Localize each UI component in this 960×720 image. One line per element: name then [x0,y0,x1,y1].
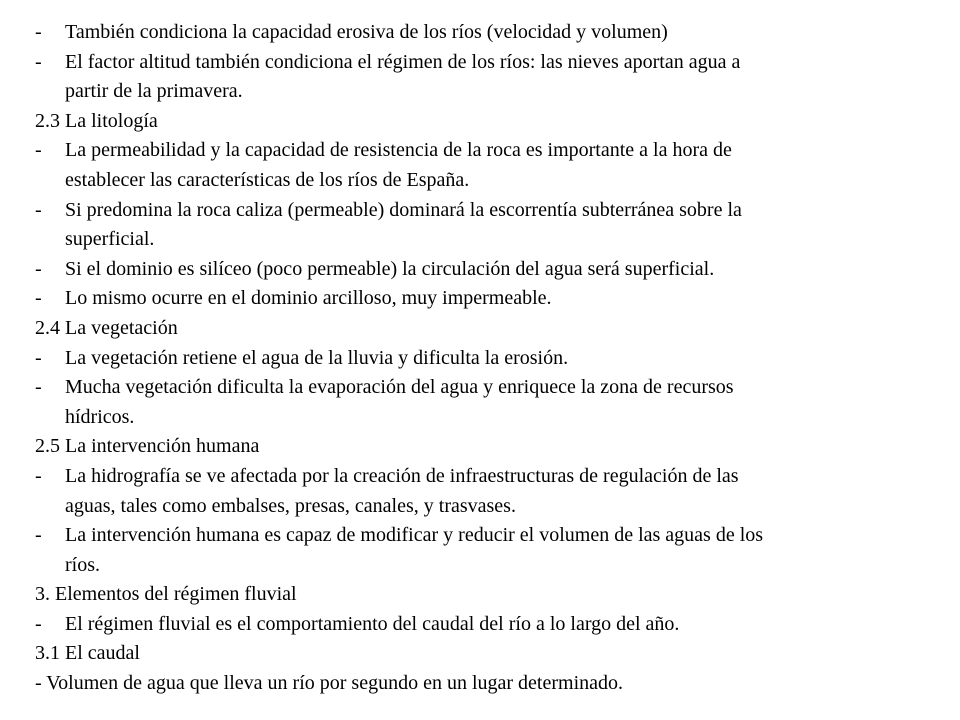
bullet-dash: - [35,524,42,547]
bullet-text [65,521,935,580]
plain-line: - Volumen de agua que lleva un río por segundo en un lugar determinado. [35,672,623,695]
bullet-text-line: Si el dominio es silíceo (poco permeable) la circulación del agua será superficial. [65,257,715,280]
slide-text-body [35,18,935,699]
bullet-text [65,48,935,107]
bullet-item [35,462,935,521]
bullet-dash: - [35,612,42,635]
bullet-dash: - [35,376,42,399]
section-heading: 3.1 El caudal [35,642,140,665]
bullet-text-line: aguas, tales como embalses, presas, canales, y trasvases. [65,494,516,517]
bullet-text [65,284,935,314]
bullet-item [35,373,935,432]
bullet-text-line: La intervención humana es capaz de modificar y reducir el volumen de las aguas de los [65,524,764,547]
bullet-text [65,344,935,374]
bullet-text [65,136,935,195]
bullet-text [65,18,935,48]
bullet-text-line: Mucha vegetación dificulta la evaporación del agua y enriquece la zona de recursos [65,376,734,399]
bullet-item [35,18,935,48]
bullet-text-line: El régimen fluvial es el comportamiento del caudal del río a lo largo del año. [65,612,680,635]
bullet-text [65,373,935,432]
bullet-text-line: Si predomina la roca caliza (permeable) dominará la escorrentía subterránea sobre la [65,198,742,221]
bullet-item [35,255,935,285]
bullet-text [65,196,935,255]
bullet-item [35,521,935,580]
bullet-text-line: superficial. [65,228,155,251]
bullet-item [35,344,935,374]
bullet-text-line: También condiciona la capacidad erosiva de los ríos (velocidad y volumen) [65,21,668,43]
bullet-item [35,610,935,640]
bullet-dash: - [35,139,42,162]
section-heading: 2.5 La intervención humana [35,435,260,458]
bullet-dash: - [35,287,42,310]
bullet-dash: - [35,346,42,369]
bullet-text [65,255,935,285]
bullet-item [35,48,935,107]
bullet-dash: - [35,464,42,487]
bullet-text-line: Lo mismo ocurre en el dominio arcilloso, muy impermeable. [65,287,552,310]
bullet-text-line: partir de la primavera. [65,80,243,103]
bullet-text-line: ríos. [65,553,100,576]
section-heading: 2.4 La vegetación [35,316,178,339]
bullet-text-line: La hidrografía se ve afectada por la creación de infraestructuras de regulación de las [65,464,739,487]
bullet-text [65,610,935,640]
bullet-dash: - [35,198,42,221]
bullet-text-line: establecer las características de los ríos de España. [65,168,470,191]
bullet-dash: - [35,21,42,43]
bullet-dash: - [35,257,42,280]
bullet-item [35,196,935,255]
section-heading: 3. Elementos del régimen fluvial [35,583,297,606]
bullet-text-line: La vegetación retiene el agua de la lluvia y dificulta la erosión. [65,346,569,369]
bullet-text-line: hídricos. [65,405,135,428]
bullet-item [35,284,935,314]
bullet-text-line: El factor altitud también condiciona el régimen de los ríos: las nieves aportan agua a [65,50,741,73]
bullet-text [65,462,935,521]
bullet-item [35,136,935,195]
bullet-text-line: La permeabilidad y la capacidad de resistencia de la roca es importante a la hora de [65,139,732,162]
bullet-dash: - [35,50,42,73]
section-heading: 2.3 La litología [35,109,158,132]
